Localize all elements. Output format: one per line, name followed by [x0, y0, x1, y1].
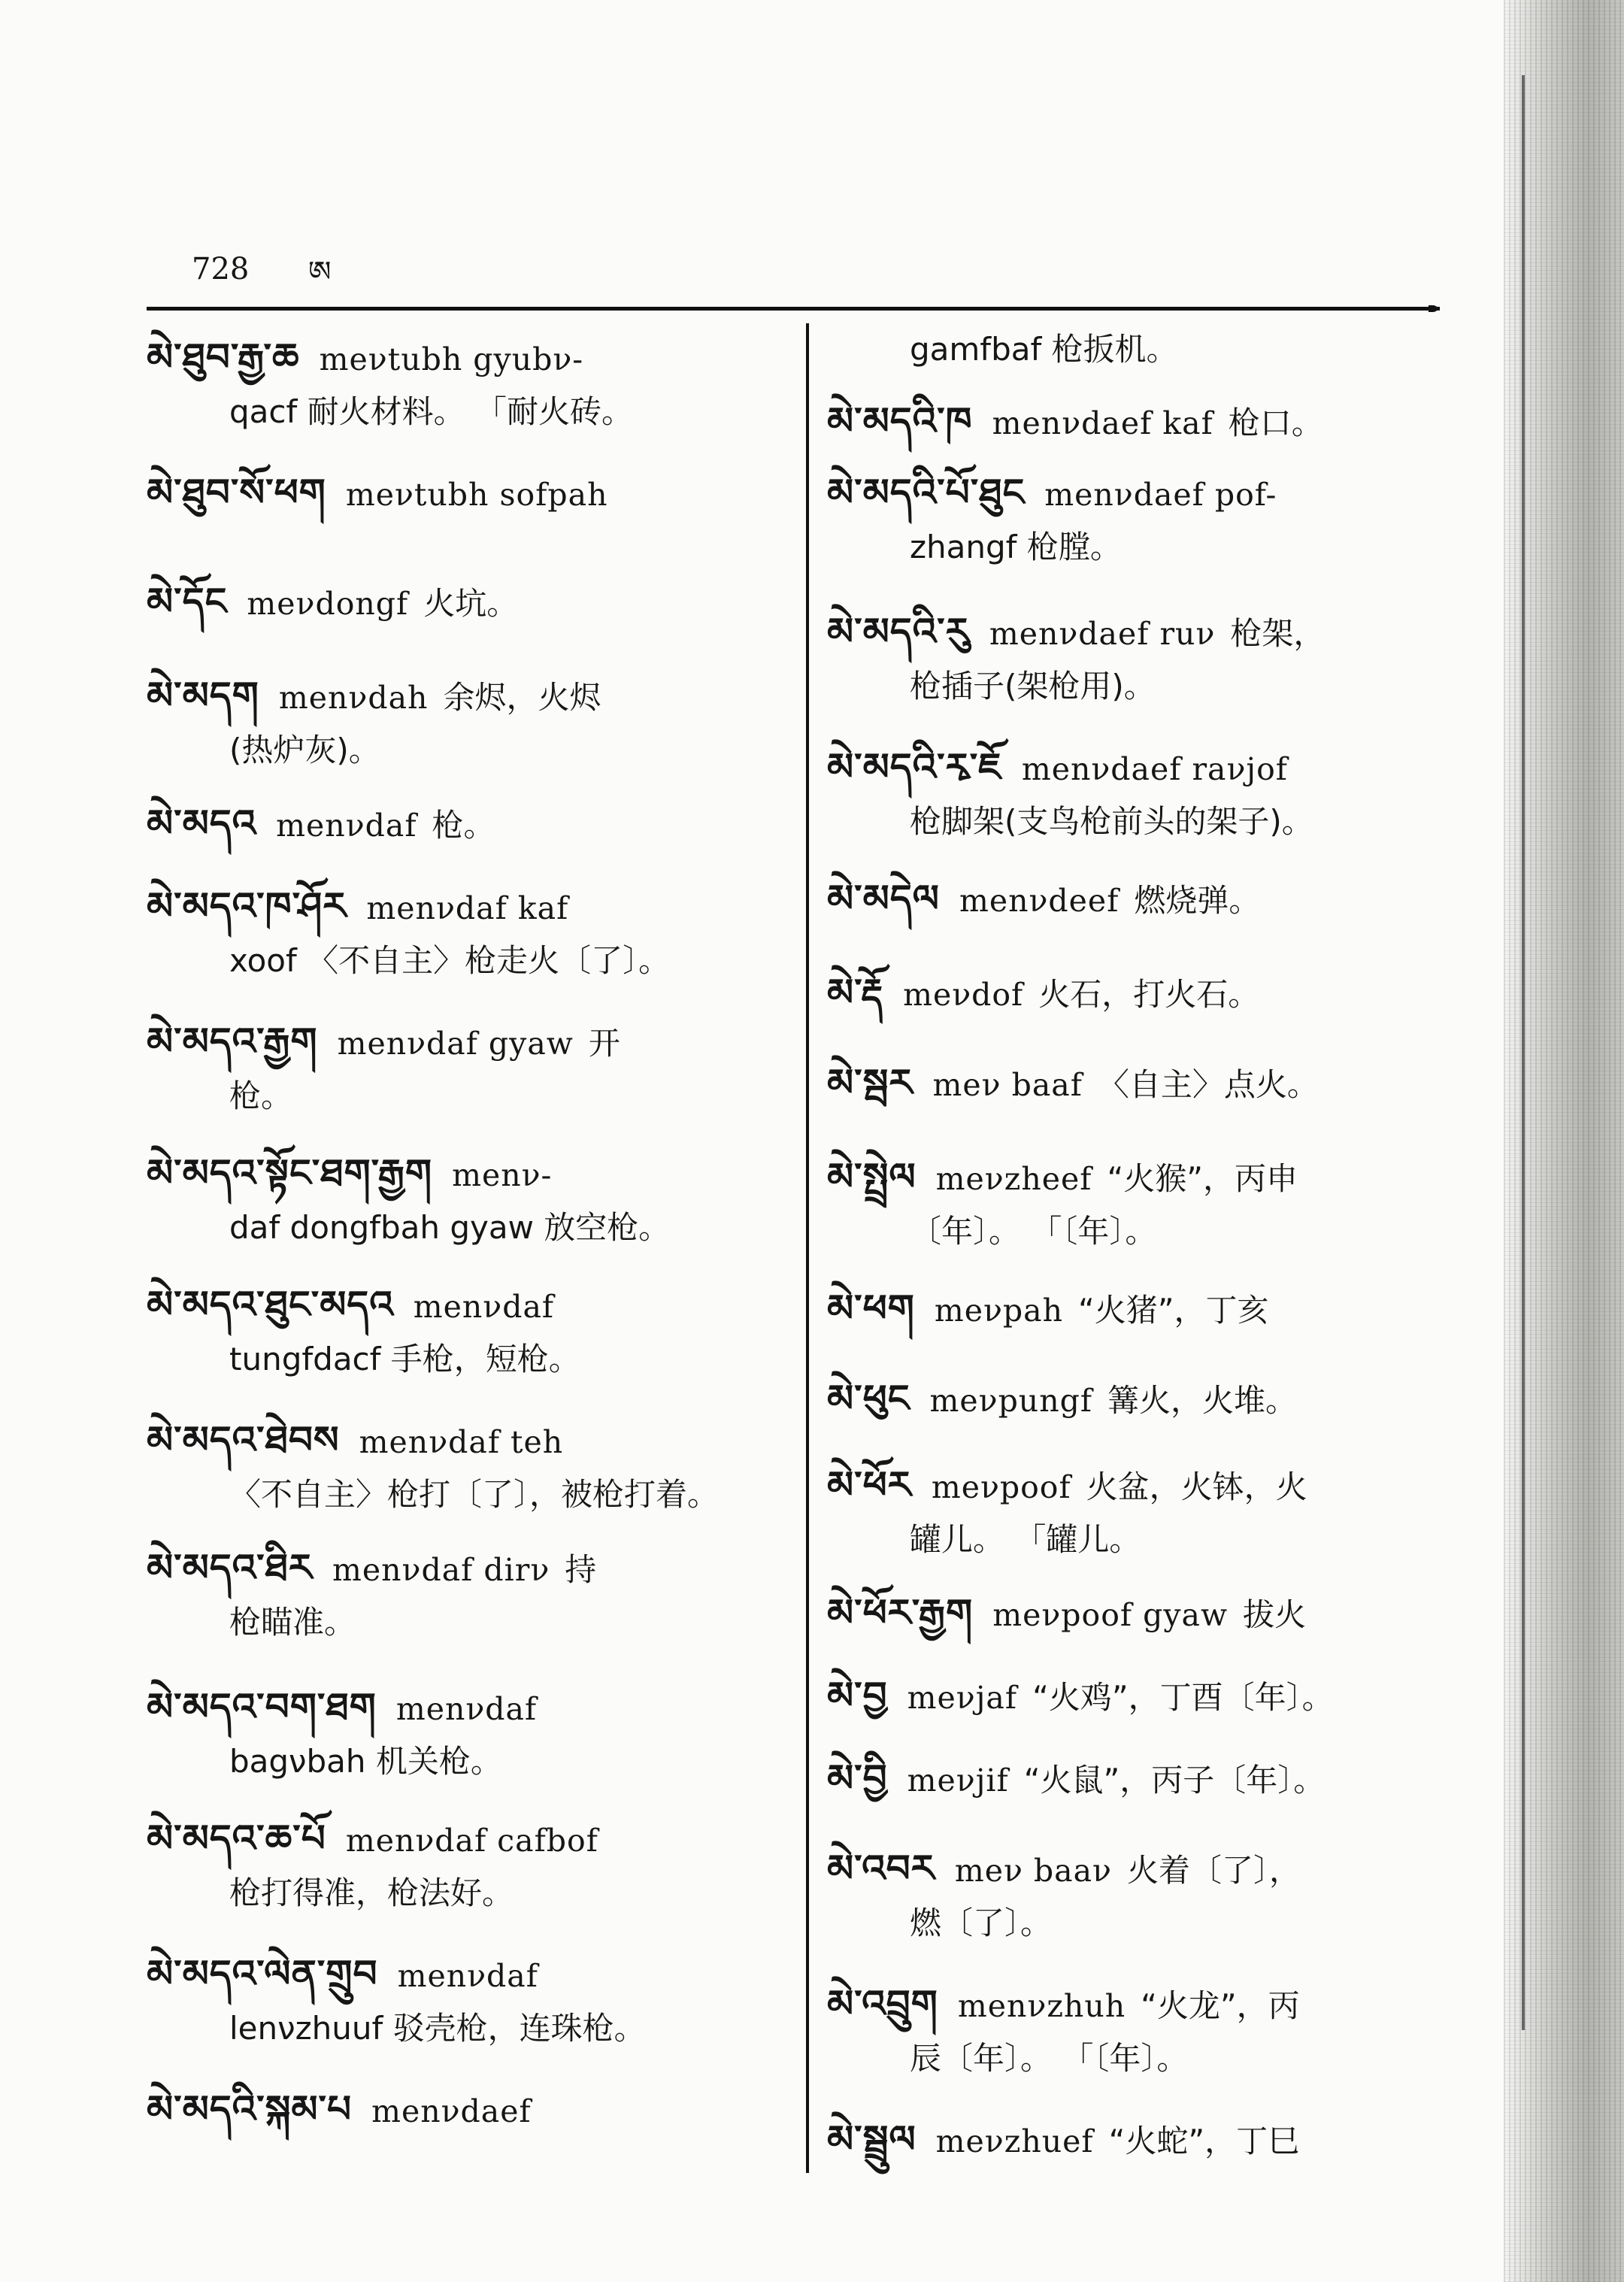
romanization: menνdaf [397, 1958, 538, 1994]
headword-tibetan: མེ་མདའ་སྟོང་ཐག་རྒྱག [147, 1151, 433, 1195]
romanization: meνjaf [907, 1680, 1018, 1716]
entry-headline [147, 575, 789, 630]
headword-tibetan: མེ་མདའི་རུ [827, 610, 970, 653]
romanization: menνdaf [395, 1691, 538, 1727]
entry-headline [827, 395, 1451, 450]
entry-continuation: zhangf 枪膛。 [910, 529, 1122, 565]
dictionary-entry [147, 2083, 789, 2138]
entry-headline [827, 2113, 1451, 2168]
entry-headline [827, 1842, 1451, 1897]
entry-continuation: 枪瞄准。 [229, 1604, 356, 1641]
headword-tibetan: མེ་འབྲུག [827, 1982, 938, 2026]
definition: 燃烧弹。 [1134, 882, 1261, 919]
headword-tibetan: མེ་མདའི་རྭ་ཇོ [827, 745, 1002, 789]
headword-tibetan: མེ་མདའི་ཁ [827, 399, 973, 443]
entry-headline [147, 1812, 789, 1867]
entry-headline [827, 1459, 1451, 1514]
dictionary-entry [147, 331, 789, 438]
romanization: menνdaf teh [359, 1424, 564, 1460]
entry-continuation: 罐儿。 「罐儿。 [910, 1521, 1141, 1558]
entry-headline [827, 872, 1451, 927]
entry-continuation: (热炉灰)。 [229, 732, 380, 768]
headword-tibetan: མེ་མདའ་ཆ་པོ [147, 1817, 326, 1860]
romanization: menνdaf cafbof [345, 1823, 598, 1859]
dictionary-entry [827, 1459, 1451, 1566]
headword-tibetan: མེ་ཕག [827, 1286, 915, 1330]
headword-tibetan: མེ་མདའ་རྒྱག [147, 1020, 318, 1063]
entry-continuation: xoof 〈不自主〉枪走火〔了〕。 [229, 942, 671, 979]
entry-headline [827, 1586, 1451, 1641]
entry-continuation: 燃〔了〕。 [910, 1905, 1053, 1941]
headword-tibetan: མེ་མདའ་ཐེབས [147, 1418, 340, 1462]
entry-headline [147, 1278, 789, 1333]
romanization: menνdaef ruν [989, 616, 1216, 652]
headword-tibetan: མེ་ཐུབ་སོ་ཕག [147, 471, 326, 514]
romanization: menνzhuh [957, 1988, 1126, 2024]
headword-tibetan: མེ་མདའི་སྐམ་པ [147, 2087, 353, 2131]
romanization: menνdaf gyaw [337, 1026, 574, 1062]
dictionary-entry [827, 1669, 1451, 1724]
headword-tibetan: མེ་མདའ་ལེན་གྲུབ [147, 1952, 378, 1996]
headword-tibetan: མེ་བྱི [827, 1756, 888, 1800]
romanization: menνdeef [959, 883, 1120, 919]
dictionary-entry [147, 1812, 789, 1920]
entry-continuation: bagνbah 机关枪。 [229, 1743, 502, 1780]
dictionary-entry [827, 1586, 1451, 1641]
romanization: meνdongf [247, 586, 409, 622]
romanization: menνdaef kaf [992, 405, 1213, 441]
entry-headline [147, 2083, 789, 2138]
romanization: menνdah [278, 680, 429, 716]
column-divider [806, 323, 809, 2173]
entry-headline [827, 466, 1451, 521]
headword-tibetan: མེ་རྡོ [827, 971, 884, 1014]
entry-continuation: gamfbaf 枪扳机。 [910, 331, 1178, 368]
romanization: menνdaf [413, 1289, 555, 1325]
definition: 枪。 [432, 807, 495, 844]
romanization: menνdaef [371, 2093, 532, 2129]
headword-tibetan: མེ་མདའ་ཁ་ཤོར [147, 884, 347, 928]
dictionary-entry [147, 575, 789, 630]
headword-tibetan: མེ་ཕུང [827, 1377, 910, 1420]
definition: “火龙”，丙 [1141, 1987, 1300, 2024]
headword-tibetan: མེ་ཐུབ་རྒྱ་ཆ [147, 335, 300, 379]
entry-headline [147, 466, 789, 521]
entry-headline [147, 1680, 789, 1735]
entry-continuation: 〈不自主〉枪打〔了〕，被枪打着。 [229, 1476, 720, 1513]
romanization: menνdaef pof- [1044, 477, 1277, 513]
entry-headline [147, 1015, 789, 1070]
header-rule-end [1429, 305, 1438, 312]
entry-headline [827, 1282, 1451, 1337]
definition: 火石，打火石。 [1038, 976, 1260, 1013]
dictionary-entry [147, 1147, 789, 1254]
romanization: meνzhuef [935, 2123, 1094, 2159]
definition: “火猴”，丙申 [1107, 1160, 1298, 1197]
definition: 篝火，火堆。 [1107, 1382, 1298, 1419]
entry-headline [147, 1947, 789, 2002]
dictionary-entry [147, 1947, 789, 2055]
headword-tibetan: མེ་ཕོར་རྒྱག [827, 1591, 974, 1635]
entry-continuation: lenνzhuuf 驳壳枪，连珠枪。 [229, 2010, 646, 2047]
entry-headline [827, 605, 1451, 660]
entry-headline [827, 1056, 1451, 1111]
header-rule [147, 307, 1440, 311]
romanization: meνzheef [935, 1161, 1092, 1197]
definition: 枪口。 [1228, 405, 1323, 441]
headword-tibetan: མེ་འབར [827, 1847, 935, 1890]
dictionary-entry [827, 1842, 1451, 1950]
headword-tibetan: མེ་མདེལ [827, 877, 940, 920]
dictionary-entry [147, 1541, 789, 1649]
definition: “火猪”，丁亥 [1078, 1292, 1269, 1329]
entry-continuation: daf dongfbah gyaw 放空枪。 [229, 1209, 671, 1246]
headword-tibetan: མེ་མདག [147, 674, 259, 717]
definition: 火盆，火钵，火 [1086, 1468, 1307, 1505]
entry-headline [147, 1147, 789, 1202]
dictionary-entry [827, 1752, 1451, 1807]
entry-headline [147, 1414, 789, 1468]
dictionary-entry [827, 2113, 1451, 2168]
definition: 持 [565, 1551, 597, 1588]
romanization: meνpoof gyaw [992, 1597, 1229, 1633]
entry-headline [827, 1150, 1451, 1205]
definition: 〈自主〉点火。 [1097, 1066, 1319, 1103]
entry-continuation: 枪脚架(支鸟枪前头的架子)。 [910, 803, 1313, 840]
entry-headline [827, 1752, 1451, 1807]
definition: 火坑。 [423, 585, 519, 622]
dictionary-entry [147, 1278, 789, 1386]
romanization: meνpungf [929, 1383, 1093, 1419]
entry-headline [827, 1669, 1451, 1724]
headword-tibetan: མེ་མདའི་པོ་ཐུང [827, 471, 1026, 514]
dictionary-entry [827, 1150, 1451, 1258]
entry-continuation: 辰〔年〕。 「〔年〕。 [910, 2040, 1189, 2077]
page-header [192, 252, 332, 288]
entry-continuation: 枪打得准，枪法好。 [229, 1874, 514, 1911]
dictionary-entry [147, 797, 789, 852]
entry-continuation: tungfdacf 手枪，短枪。 [229, 1341, 580, 1377]
romanization: menν- [452, 1157, 553, 1193]
headword-tibetan: མེ་སྤྲེལ [827, 1155, 917, 1199]
dictionary-entry [147, 1680, 789, 1788]
entry-headline [827, 1977, 1451, 2032]
dictionary-entry [827, 1372, 1451, 1427]
headword-tibetan: མེ་སྦྲུལ [827, 2117, 917, 2161]
entry-headline [827, 1372, 1451, 1427]
section-letter: ཨ [308, 255, 332, 288]
dictionary-entry [827, 1977, 1451, 2085]
romanization: meνpoof [931, 1469, 1071, 1505]
definition: 拔火 [1243, 1596, 1307, 1633]
dictionary-entry [147, 466, 789, 521]
entry-continuation: 枪。 [229, 1077, 293, 1114]
dictionary-entry [827, 1056, 1451, 1111]
romanization: menνdaef raνjof [1021, 751, 1288, 787]
entry-continuation: 枪插子(架枪用)。 [910, 668, 1156, 705]
headword-tibetan: མེ་སྦར [827, 1061, 914, 1105]
page-number: 728 [192, 252, 250, 286]
definition: 余烬，火烬 [443, 679, 601, 716]
headword-tibetan: མེ་མདའ [147, 802, 257, 845]
headword-tibetan: མེ་ཕོར [827, 1463, 912, 1507]
dictionary-entry [827, 741, 1451, 848]
dictionary-entry [827, 323, 1451, 376]
definition: 枪架， [1230, 615, 1326, 652]
dictionary-entry [827, 966, 1451, 1021]
dictionary-entry [827, 1282, 1451, 1337]
dictionary-entry [827, 605, 1451, 713]
headword-tibetan: མེ་མདའ་བག་ཐག [147, 1685, 377, 1729]
dictionary-entry [147, 669, 789, 777]
romanization: menνdaf kaf [366, 890, 569, 926]
entry-headline [827, 966, 1451, 1021]
romanization: meνjif [907, 1762, 1009, 1799]
romanization: menνdaf [276, 808, 417, 844]
dictionary-entry [827, 872, 1451, 927]
dictionary-entry [827, 466, 1451, 574]
page-edge-line [1522, 75, 1525, 2030]
definition: 火着〔了〕， [1126, 1852, 1301, 1889]
romanization: meνtubh sofpah [345, 477, 608, 513]
dictionary-entry [827, 395, 1451, 450]
romanization: meν baaf [932, 1067, 1083, 1103]
romanization: meν baaν [954, 1853, 1112, 1889]
entry-headline [147, 669, 789, 724]
definition: “火鸡”，丁酉〔年〕。 [1032, 1679, 1334, 1716]
romanization: meνdof [903, 977, 1024, 1013]
dictionary-entry [147, 880, 789, 987]
definition: “火蛇”，丁巳 [1108, 2123, 1300, 2159]
headword-tibetan: མེ་མདའ་ཐིར [147, 1546, 313, 1590]
dictionary-entry [147, 1414, 789, 1521]
entry-continuation: qacf 耐火材料。 「耐火砖。 [229, 393, 633, 430]
headword-tibetan: མེ་དོང [147, 580, 228, 623]
entry-headline [147, 331, 789, 386]
entry-headline [147, 1541, 789, 1596]
romanization: meνpah [934, 1293, 1064, 1329]
headword-tibetan: མེ་བྱ [827, 1674, 888, 1717]
romanization: meνtubh gyubν- [319, 341, 584, 377]
romanization: menνdaf dirν [332, 1552, 550, 1588]
definition: “火鼠”，丙子〔年〕。 [1023, 1762, 1326, 1799]
entry-continuation: 〔年〕。 「〔年〕。 [910, 1213, 1157, 1250]
definition: 开 [588, 1025, 620, 1062]
entry-headline [827, 741, 1451, 796]
entry-headline [147, 880, 789, 935]
dictionary-entry [147, 1015, 789, 1123]
entry-headline [147, 797, 789, 852]
headword-tibetan: མེ་མདའ་ཐུང་མདའ [147, 1283, 394, 1326]
